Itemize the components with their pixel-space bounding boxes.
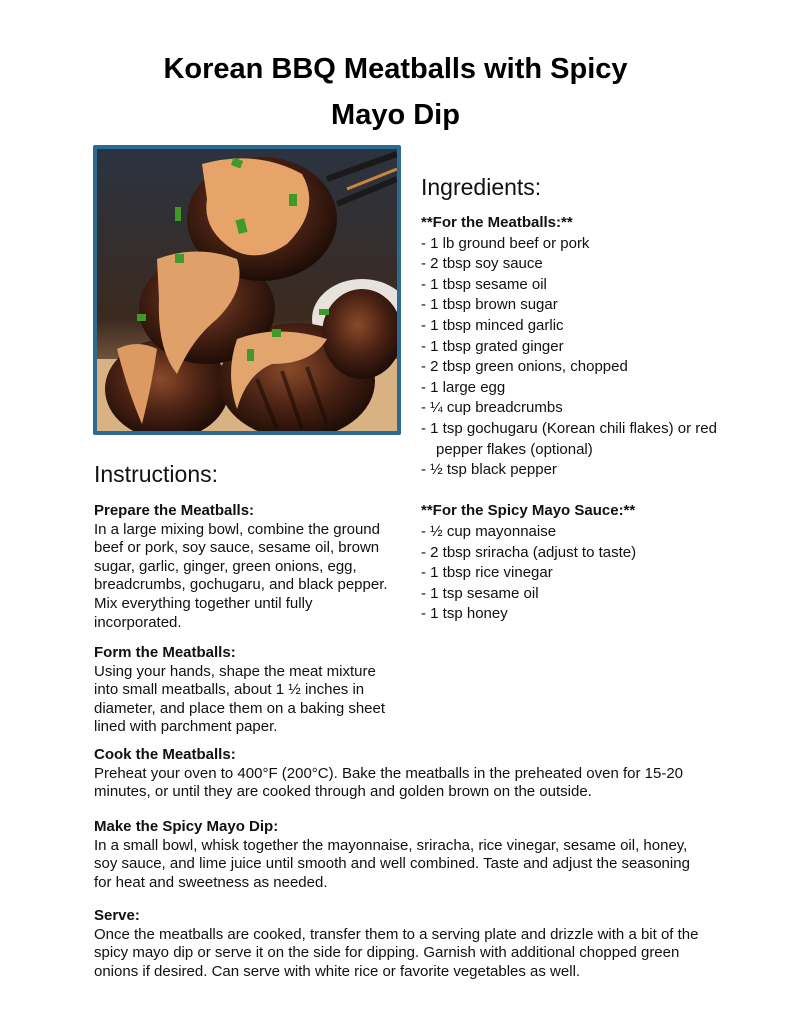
ingredient-item: - ½ tsp black pepper bbox=[421, 461, 557, 479]
ingredient-group-title: **For the Spicy Mayo Sauce:** bbox=[421, 502, 636, 520]
ingredient-item: - 1 tsp honey bbox=[421, 605, 508, 623]
step-text: In a small bowl, whisk together the mayonnaise, sriracha, rice vinegar, sesame oil, honey, soy sauce, and lime juice until smooth and well combined. Taste and adjust the seasoning for heat and sweetness as needed. bbox=[94, 836, 690, 891]
instruction-step bbox=[94, 644, 404, 737]
recipe-title-line-1: Korean BBQ Meatballs with Spicy bbox=[163, 53, 628, 85]
ingredient-item: - 2 tbsp soy sauce bbox=[421, 255, 543, 273]
instructions-heading: Instructions: bbox=[94, 461, 218, 487]
step-title: Prepare the Meatballs: bbox=[94, 502, 255, 519]
step-text: Preheat your oven to 400°F (200°C). Bake the meatballs in the preheated oven for 15-20 minutes, or until they are cooked through and golden brown on the outside. bbox=[94, 764, 684, 801]
ingredient-item: - 1 tbsp grated ginger bbox=[421, 337, 564, 355]
ingredients-heading: Ingredients: bbox=[421, 174, 542, 200]
instruction-step bbox=[94, 818, 704, 892]
step-title: Cook the Meatballs: bbox=[94, 746, 236, 763]
ingredient-item: - 1 tbsp rice vinegar bbox=[421, 564, 553, 582]
step-title: Form the Meatballs: bbox=[94, 644, 236, 661]
instruction-step bbox=[94, 746, 704, 802]
step-title: Serve: bbox=[94, 907, 140, 924]
instruction-step bbox=[94, 907, 704, 981]
step-title: Make the Spicy Mayo Dip: bbox=[94, 818, 279, 835]
ingredient-item: - 1 tbsp brown sugar bbox=[421, 296, 558, 314]
ingredient-item: - 1 tbsp sesame oil bbox=[421, 275, 547, 293]
ingredient-item: - 2 tbsp sriracha (adjust to taste) bbox=[421, 543, 637, 561]
ingredient-item: - 2 tbsp green onions, chopped bbox=[421, 358, 628, 376]
ingredient-item: - 1 tsp gochugaru (Korean chili flakes) or red pepper flakes (optional) bbox=[421, 419, 717, 458]
ingredient-item: - 1 tbsp minced garlic bbox=[421, 316, 564, 334]
recipe-title-line-2: Mayo Dip bbox=[331, 99, 460, 131]
meatballs-photo bbox=[93, 145, 401, 435]
step-text: In a large mixing bowl, combine the ground beef or pork, soy sauce, sesame oil, brown sugar, garlic, ginger, green onions, egg, breadcrumbs, gochugaru, and black pepper. Mix everything together until fully incorporated. bbox=[94, 520, 388, 631]
ingredient-item: - 1 tsp sesame oil bbox=[421, 584, 539, 602]
ingredient-item: - 1 large egg bbox=[421, 378, 506, 396]
ingredient-item: - 1 lb ground beef or pork bbox=[421, 234, 590, 252]
ingredients-list bbox=[421, 213, 751, 625]
ingredient-group-title: **For the Meatballs:** bbox=[421, 214, 573, 231]
ingredient-item: - ¼ cup breadcrumbs bbox=[421, 399, 563, 417]
instruction-step bbox=[94, 502, 404, 632]
meatballs-illustration bbox=[97, 149, 397, 431]
step-text: Using your hands, shape the meat mixture into small meatballs, about 1 ½ inches in diameter, and place them on a baking sheet lined with parchment paper. bbox=[94, 662, 386, 736]
ingredient-item: - ½ cup mayonnaise bbox=[421, 522, 557, 540]
step-text: Once the meatballs are cooked, transfer them to a serving plate and drizzle with a bit of the spicy mayo dip or serve it on the side for dipping. Garnish with additional chopped green onions if desired. Can serve with white rice or favorite vegetables as well. bbox=[94, 925, 699, 980]
